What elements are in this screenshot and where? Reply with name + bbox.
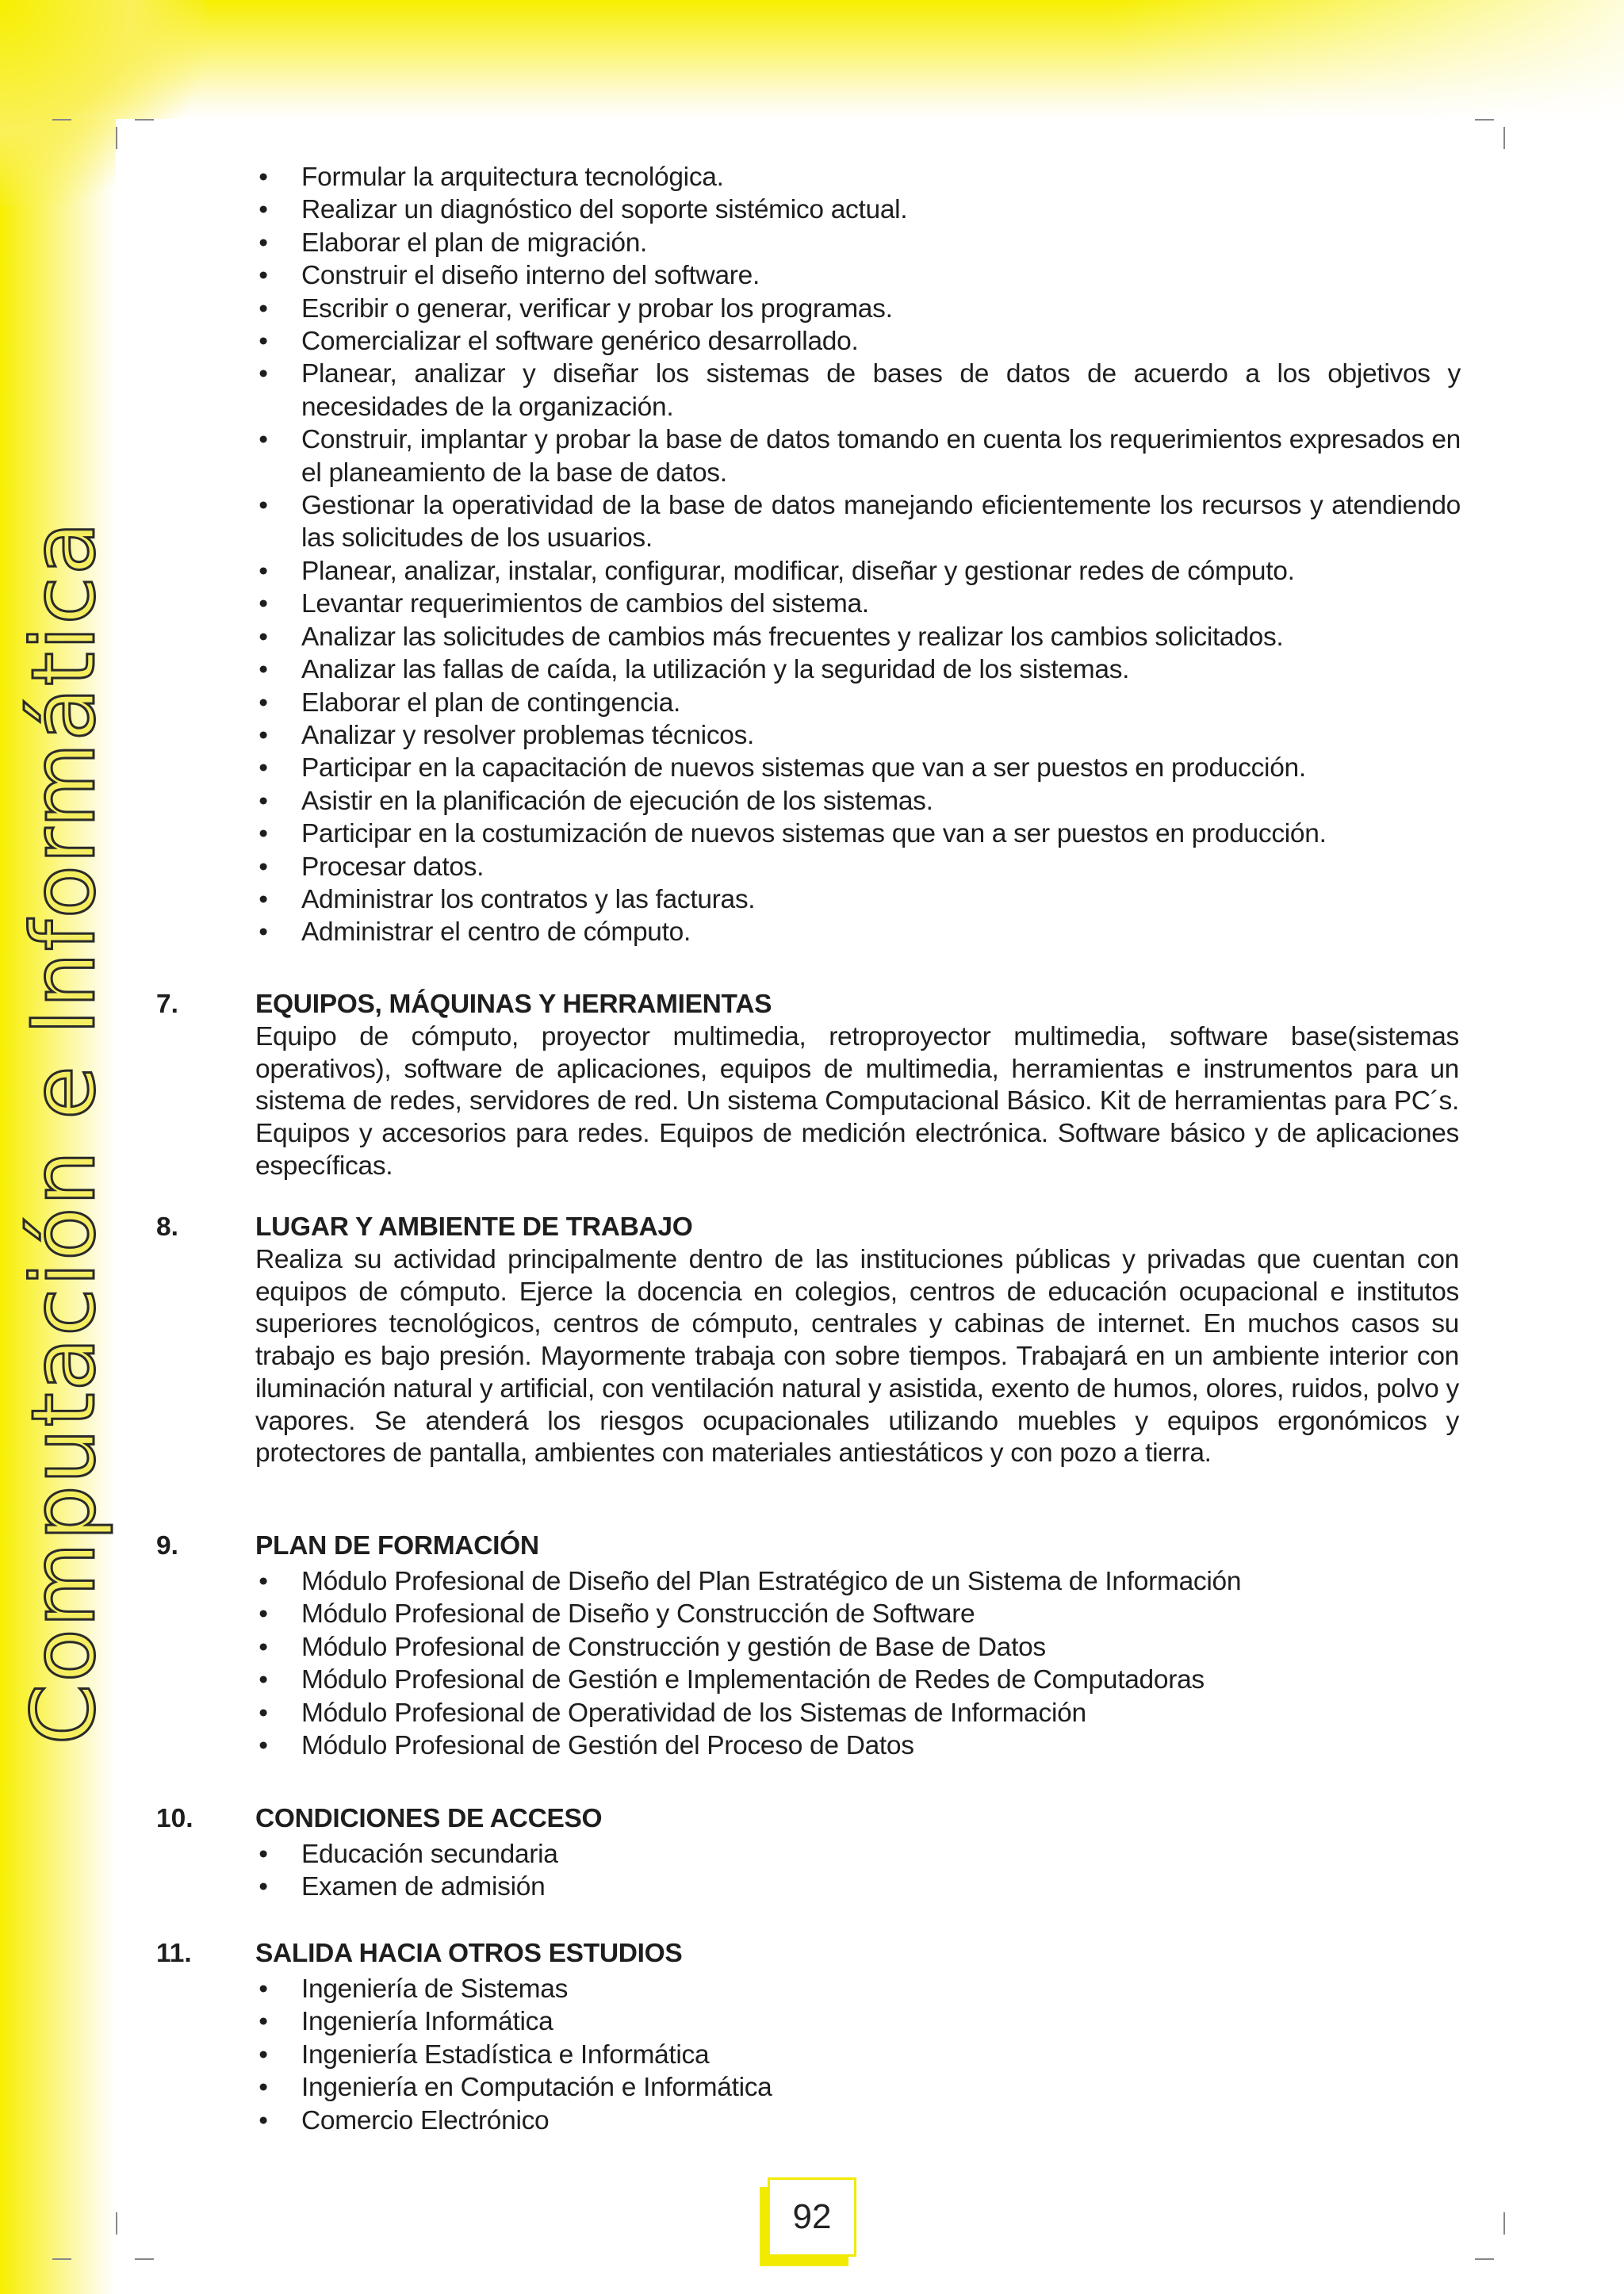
section-heading: SALIDA HACIA OTROS ESTUDIOS	[255, 1939, 683, 1968]
list-item-text: Participar en la costumización de nuevos sistemas que van a ser puestos en producción.	[301, 819, 1327, 849]
list-item-text: Ingeniería en Computación e Informática	[301, 2073, 772, 2103]
list-item-text: Módulo Profesional de Diseño y Construcción de Software	[301, 1599, 975, 1630]
list-item	[255, 555, 1461, 588]
list-item	[255, 259, 1461, 292]
crop-mark-top-right-h	[1475, 119, 1494, 121]
list-item	[255, 752, 1461, 784]
access-conditions-list	[255, 1838, 1461, 1904]
crop-mark-top-left-h	[52, 119, 71, 121]
bullet-icon: •	[259, 852, 268, 882]
bullet-icon: •	[259, 228, 268, 258]
section-heading: EQUIPOS, MÁQUINAS Y HERRAMIENTAS	[255, 990, 772, 1019]
list-item-text: Educación secundaria	[301, 1840, 558, 1869]
bullet-icon: •	[259, 2073, 268, 2103]
section-number: 9.	[156, 1531, 178, 1561]
list-item	[255, 293, 1461, 325]
list-item-text: Planear, analizar y diseñar los sistemas de bases de datos de acuerdo a los objetivos y necesidades de la organización.	[301, 359, 1461, 422]
list-item	[255, 1729, 1461, 1762]
bullet-icon: •	[259, 687, 268, 718]
list-item	[255, 588, 1461, 620]
crop-mark-bottom-left-v	[116, 2212, 117, 2235]
bullet-icon: •	[259, 327, 268, 357]
page-number: 92	[768, 2177, 856, 2257]
list-item-text: Realizar un diagnóstico del soporte sistémico actual.	[301, 195, 908, 225]
list-item	[255, 785, 1461, 818]
list-item	[255, 818, 1461, 850]
list-item	[255, 358, 1461, 423]
list-item	[255, 2039, 1461, 2071]
list-item	[255, 1838, 1461, 1871]
list-item	[255, 423, 1461, 489]
list-item-text: Construir, implantar y probar la base de datos tomando en cuenta los requerimientos expresados en el planeamiento de la base de datos.	[301, 425, 1461, 488]
list-item	[255, 325, 1461, 358]
list-item-text: Comercio Electrónico	[301, 2105, 550, 2135]
bullet-icon: •	[259, 917, 268, 948]
list-item-text: Formular la arquitectura tecnológica.	[301, 163, 724, 192]
further-studies-list	[255, 1973, 1461, 2137]
bullet-icon: •	[259, 1840, 268, 1869]
page-number-box	[760, 2177, 856, 2267]
bullet-icon: •	[259, 2039, 268, 2070]
crop-mark-bottom-left-h2	[135, 2258, 154, 2260]
list-item	[255, 193, 1461, 226]
bullet-icon: •	[259, 786, 268, 816]
bullet-icon: •	[259, 1599, 268, 1630]
bullet-icon: •	[259, 359, 268, 389]
bullet-icon: •	[259, 2007, 268, 2037]
list-item	[255, 851, 1461, 883]
list-item-text: Gestionar la operatividad de la base de datos manejando eficientemente los recursos y atendiendo las solicitudes de los usuarios.	[301, 491, 1461, 553]
bullet-icon: •	[259, 491, 268, 521]
bullet-icon: •	[259, 622, 268, 652]
sidebar-title-text: Computación e Informática	[13, 519, 114, 1745]
bullet-icon: •	[259, 753, 268, 783]
list-item-text: Ingeniería Estadística e Informática	[301, 2039, 710, 2070]
bullet-icon: •	[259, 1872, 268, 1902]
list-item	[255, 1565, 1461, 1598]
bullet-icon: •	[259, 884, 268, 914]
list-item	[255, 489, 1461, 555]
training-modules-list	[255, 1565, 1461, 1762]
list-item-text: Planear, analizar, instalar, configurar, modificar, diseñar y gestionar redes de cómputo.	[301, 556, 1295, 586]
list-item-text: Elaborar el plan de migración.	[301, 228, 648, 258]
bullet-icon: •	[259, 1567, 268, 1596]
section-paragraph: Equipo de cómputo, proyector multimedia, retroproyector multimedia, software base(sistemas operativos), software de aplicaciones, equipos de multimedia, herramientas e instrumentos para un sistema de redes, servidores de red. Un sistema Computacional Básico. Kit de herramientas para PC´s. Equipos y accesorios para redes. Equipos de medición electrónica. Software básico y de aplicaciones específicas.	[255, 1022, 1459, 1181]
list-item	[255, 1871, 1461, 1903]
list-item	[255, 883, 1461, 916]
list-item-text: Módulo Profesional de Gestión e Implementación de Redes de Computadoras	[301, 1665, 1205, 1695]
bullet-icon: •	[259, 1698, 268, 1728]
list-item-text: Levantar requerimientos de cambios del sistema.	[301, 589, 869, 619]
bullet-icon: •	[259, 1665, 268, 1695]
list-item-text: Ingeniería de Sistemas	[301, 1974, 569, 2004]
bullet-icon: •	[259, 819, 268, 849]
crop-mark-top-left-h2	[135, 119, 154, 121]
list-item-text: Analizar las fallas de caída, la utilización y la seguridad de los sistemas.	[301, 655, 1130, 685]
list-item	[255, 2005, 1461, 2038]
list-item-text: Examen de admisión	[301, 1872, 546, 1902]
bullet-icon: •	[259, 1632, 268, 1662]
list-item-text: Módulo Profesional de Construcción y gestión de Base de Datos	[301, 1632, 1046, 1662]
bullet-icon: •	[259, 293, 268, 324]
list-item	[255, 2071, 1461, 2104]
section-number: 11.	[156, 1939, 192, 1968]
section-number: 7.	[156, 990, 178, 1019]
section-heading: CONDICIONES DE ACCESO	[255, 1804, 603, 1833]
list-item-text: Ingeniería Informática	[301, 2007, 553, 2037]
list-item	[255, 916, 1461, 948]
bullet-icon: •	[259, 425, 268, 455]
list-item	[255, 621, 1461, 653]
list-item	[255, 1664, 1461, 1696]
list-item-text: Procesar datos.	[301, 852, 485, 882]
bullet-icon: •	[259, 2105, 268, 2135]
bullet-icon: •	[259, 1974, 268, 2004]
bullet-icon: •	[259, 195, 268, 225]
crop-mark-top-left-v	[116, 127, 117, 149]
list-item-text: Analizar las solicitudes de cambios más frecuentes y realizar los cambios solicitados.	[301, 622, 1284, 652]
frame-top-fade	[1110, 0, 1624, 119]
list-item-text: Escribir o generar, verificar y probar los programas.	[301, 293, 893, 324]
bullet-icon: •	[259, 655, 268, 685]
bullet-icon: •	[259, 556, 268, 586]
bullet-icon: •	[259, 261, 268, 291]
list-item-text: Módulo Profesional de Operatividad de los Sistemas de Información	[301, 1698, 1086, 1728]
list-item	[255, 1631, 1461, 1664]
crop-mark-bottom-right-h	[1475, 2258, 1494, 2260]
crop-mark-top-right-v	[1503, 127, 1505, 149]
section-number: 8.	[156, 1212, 178, 1242]
list-item-text: Comercializar el software genérico desarrollado.	[301, 327, 859, 357]
list-item	[255, 2104, 1461, 2137]
list-item-text: Construir el diseño interno del software.	[301, 261, 760, 291]
bullet-icon: •	[259, 1731, 268, 1761]
list-item	[255, 161, 1461, 193]
crop-mark-bottom-left-h	[52, 2258, 71, 2260]
bullet-icon: •	[259, 163, 268, 192]
list-item	[255, 687, 1461, 719]
list-item-text: Asistir en la planificación de ejecución de los sistemas.	[301, 786, 933, 816]
list-item-text: Administrar los contratos y las facturas.	[301, 884, 756, 914]
list-item	[255, 227, 1461, 259]
bullet-icon: •	[259, 589, 268, 619]
list-item-text: Participar en la capacitación de nuevos sistemas que van a ser puestos en producción.	[301, 753, 1306, 783]
section-paragraph: Realiza su actividad principalmente dentro de las instituciones públicas y privadas que cuentan con equipos de cómputo. Ejerce la docencia en colegios, centros de educación ocupacional e institutos superiores tecnológicos, centros de cómputo, centrales y cabinas de internet. En muchos casos su trabajo es bajo presión. Mayormente trabaja con sobre tiempos. Trabajará en un ambiente interior con iluminación natural y artificial, con ventilación natural y asistida, exento de humos, olores, ruidos, polvo y vapores. Se atenderá los riesgos ocupacionales utilizando muebles y equipos ergonómicos y protectores de pantalla, ambientes con materiales antiestáticos y con pozo a tierra.	[255, 1245, 1459, 1469]
list-item-text: Administrar el centro de cómputo.	[301, 917, 691, 948]
list-item	[255, 1598, 1461, 1630]
crop-mark-bottom-right-v	[1503, 2212, 1505, 2235]
section-heading: LUGAR Y AMBIENTE DE TRABAJO	[255, 1212, 693, 1242]
list-item	[255, 653, 1461, 686]
list-item-text: Analizar y resolver problemas técnicos.	[301, 720, 755, 750]
section-number: 10.	[156, 1804, 193, 1833]
duties-list	[255, 161, 1461, 949]
section-heading: PLAN DE FORMACIÓN	[255, 1531, 539, 1561]
bullet-icon: •	[259, 720, 268, 750]
list-item	[255, 719, 1461, 752]
list-item-text: Módulo Profesional de Diseño del Plan Estratégico de un Sistema de Información	[301, 1567, 1242, 1596]
list-item	[255, 1973, 1461, 2005]
list-item	[255, 1697, 1461, 1729]
list-item-text: Módulo Profesional de Gestión del Proceso de Datos	[301, 1731, 914, 1761]
list-item-text: Elaborar el plan de contingencia.	[301, 687, 681, 718]
